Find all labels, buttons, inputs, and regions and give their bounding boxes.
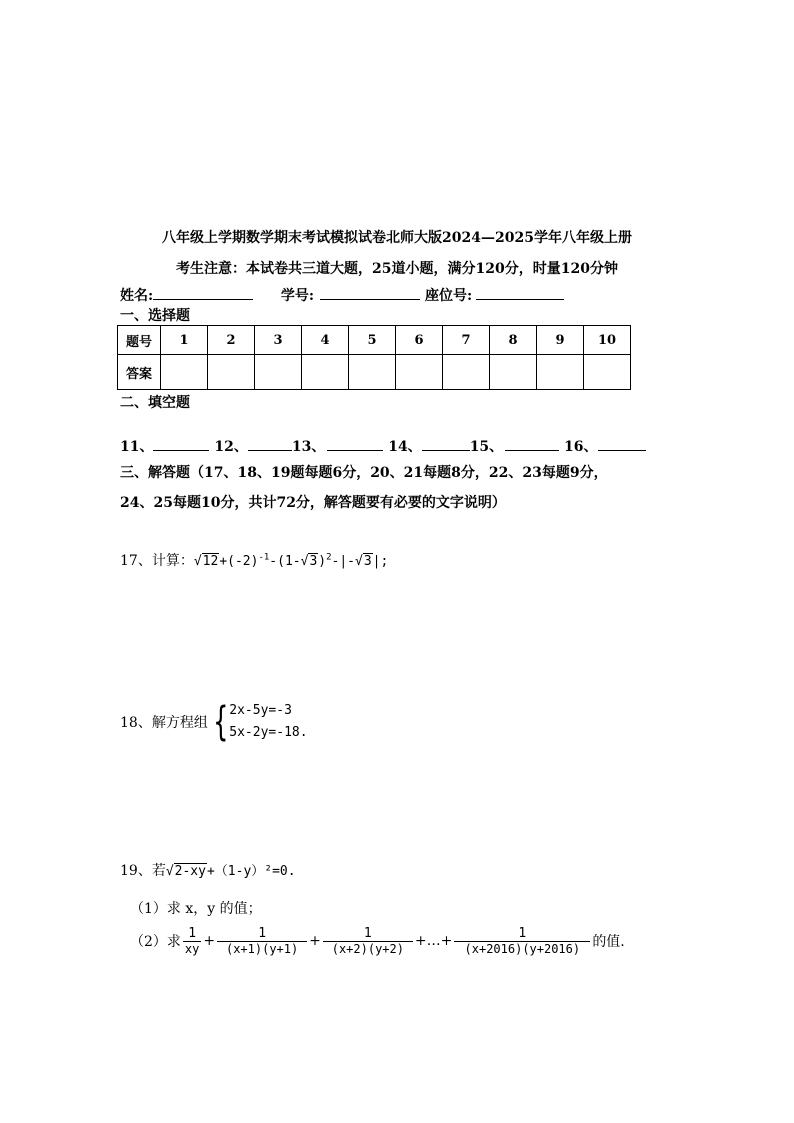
answer-cell[interactable]	[396, 355, 443, 390]
table-header-question: 题号	[118, 326, 161, 355]
answer-table	[117, 325, 631, 390]
problem-19-label: 19、若	[120, 863, 166, 879]
blank-label: 12、	[214, 439, 248, 455]
question-number: 1	[161, 326, 208, 355]
blank-field[interactable]	[422, 436, 470, 451]
problem-17-label: 17、计算：	[120, 553, 194, 569]
sqrt-symbol: √3	[300, 554, 318, 569]
answer-cell[interactable]	[302, 355, 349, 390]
blank-field[interactable]	[153, 436, 209, 451]
id-field[interactable]	[320, 285, 420, 300]
section-solve-heading: 三、解答题（17、18、19题每题6分，20、21每题8分，22、23每题9分，	[120, 465, 608, 481]
blank-field[interactable]	[598, 436, 646, 451]
problem-18	[120, 700, 308, 744]
answer-cell[interactable]	[443, 355, 490, 390]
answer-cell[interactable]	[490, 355, 537, 390]
answer-cell[interactable]	[208, 355, 255, 390]
problem-19: 19、若√2-xy+（1-y）²=0.	[120, 863, 296, 879]
seat-label: 座位号:	[424, 288, 473, 304]
problem-17: 17、计算：$√12+(-2)^{-1}-(1-√3)^2-|-√3|$;	[120, 552, 389, 569]
answer-cell[interactable]	[537, 355, 584, 390]
question-number: 2	[208, 326, 255, 355]
question-number: 3	[255, 326, 302, 355]
question-number: 9	[537, 326, 584, 355]
answer-cell[interactable]	[349, 355, 396, 390]
blank-label: 15、	[469, 439, 504, 455]
question-number: 4	[302, 326, 349, 355]
sqrt-symbol: √12	[193, 554, 219, 569]
question-number: 8	[490, 326, 537, 355]
question-number: 6	[396, 326, 443, 355]
exam-notice: 考生注意：本试卷共三道大题，25道小题，满分120分，时量120分钟	[176, 261, 618, 277]
blank-label: 11、	[120, 439, 154, 455]
sqrt-symbol: √3	[355, 554, 372, 569]
answer-cell[interactable]	[255, 355, 302, 390]
blank-label: 13、	[291, 439, 326, 455]
fill-blanks-row	[120, 436, 646, 456]
blank-field[interactable]	[505, 436, 559, 451]
equation-1: 2x-5y=-3	[229, 703, 292, 718]
brace-symbol: {	[212, 699, 229, 745]
id-label: 学号:	[280, 288, 315, 304]
sqrt-symbol: √2-xy	[165, 864, 206, 879]
blank-label: 14、	[388, 439, 422, 455]
name-field[interactable]	[153, 285, 253, 300]
answer-cell[interactable]	[584, 355, 631, 390]
problem-19-part1: （1）求 x，y 的值；	[130, 901, 262, 917]
problem-18-label: 18、解方程组	[120, 715, 208, 731]
seat-field[interactable]	[476, 285, 564, 300]
student-info-row	[120, 285, 564, 305]
answer-cell[interactable]	[161, 355, 208, 390]
question-number: 7	[443, 326, 490, 355]
table-header-answer: 答案	[118, 355, 161, 390]
exam-title: 八年级上学期数学期末考试模拟试卷北师大版2024—2025学年八年级上册	[162, 230, 632, 246]
blank-field[interactable]	[327, 436, 383, 451]
problem-19-part2: （2）求 $\frac{1}{xy}$ + $\frac{1}{(x+1)(y+1)}$ + $\frac{1}{(x+2)(y+2)}$ +…+ $\frac{1}{(x+2016)(y+2016)}$ 的值.	[130, 926, 625, 956]
section-fill-heading: 二、填空题	[120, 395, 190, 411]
question-number: 10	[584, 326, 631, 355]
question-number: 5	[349, 326, 396, 355]
name-label: 姓名:	[120, 288, 154, 304]
section-solve-heading-cont: 24、25每题10分，共计72分，解答题要有必要的文字说明）	[120, 495, 506, 511]
blank-label: 16、	[564, 439, 598, 455]
blank-field[interactable]	[248, 436, 292, 451]
section-choice-heading: 一、选择题	[120, 308, 190, 324]
equation-2: 5x-2y=-18.	[229, 725, 308, 740]
